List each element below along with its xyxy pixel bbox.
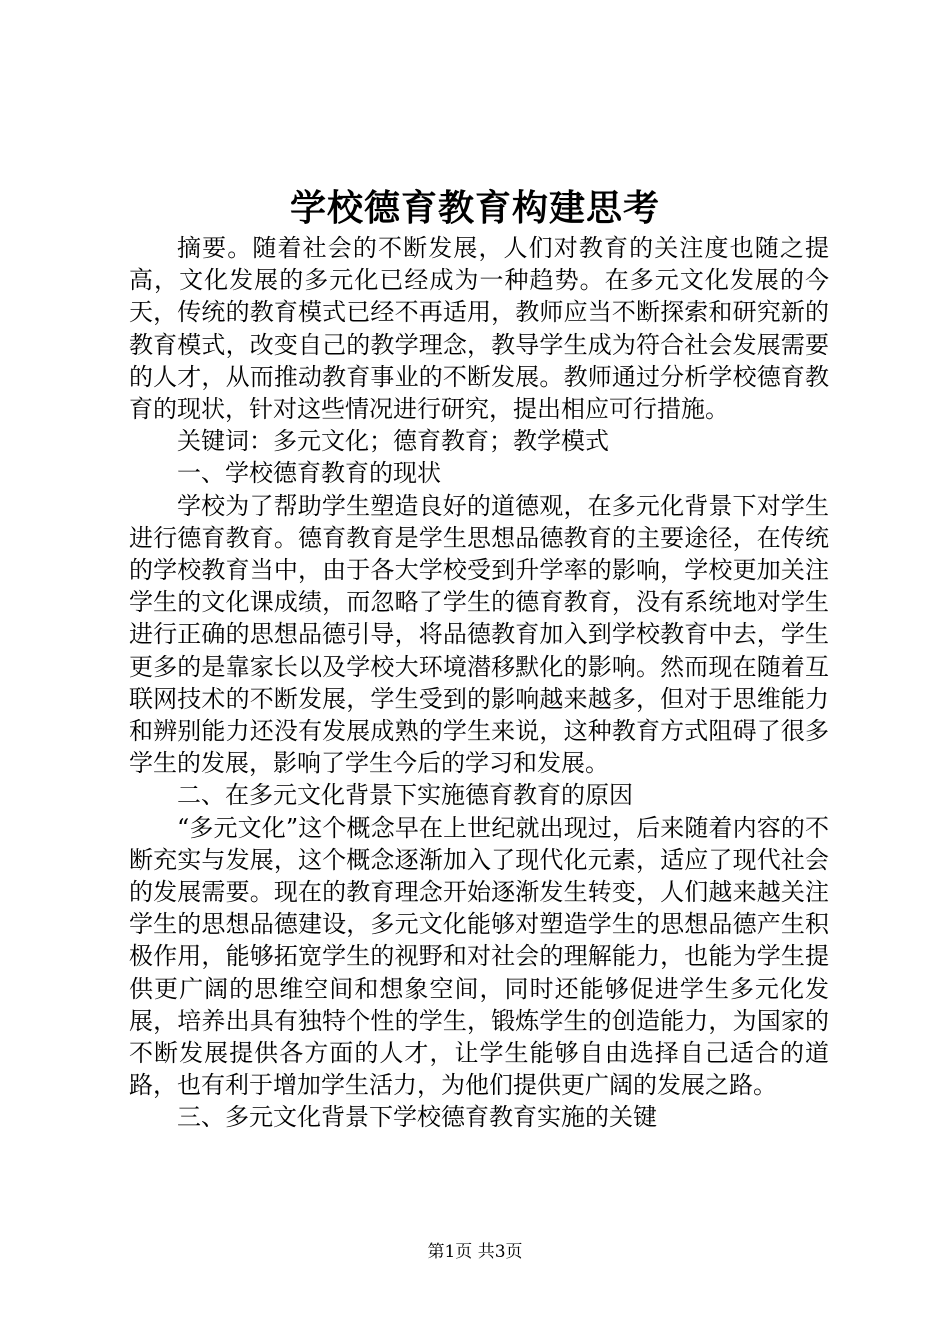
section-heading-1: 一、学校德育教育的现状	[177, 459, 441, 488]
page-footer: 第1页 共3页	[427, 1242, 523, 1262]
abstract-paragraph: 摘要。随着社会的不断发展，人们对教育的关注度也随之提高，文化发展的多元化已经成为一种趋势。在多元文化发展的今天，传统的教育模式已经不再适用，教师应当不断探索和研究新的教育模式，改变自己的教学理念，教导学生成为符合社会发展需要的人才，从而推动教育事业的不断发展。教师通过分析学校德育教育的现状，针对这些情况进行研究，提出相应可行措施。	[129, 234, 829, 424]
section-heading-3: 三、多元文化背景下学校德育教育实施的关键	[177, 1103, 657, 1132]
section-paragraph-1: 学校为了帮助学生塑造良好的道德观，在多元化背景下对学生进行德育教育。德育教育是学生思想品德教育的主要途径，在传统的学校教育当中，由于各大学校受到升学率的影响，学校更加关注学生的文化课成绩，而忽略了学生的德育教育，没有系统地对学生进行正确的思想品德引导，将品德教育加入到学校教育中去，学生更多的是靠家长以及学校大环境潜移默化的影响。然而现在随着互联网技术的不断发展，学生受到的影响越来越多，但对于思维能力和辨别能力还没有发展成熟的学生来说，这种教育方式阻碍了很多学生的发展，影响了学生今后的学习和发展。	[129, 491, 829, 778]
document-body	[129, 232, 829, 1134]
section-paragraph-2: “多元文化”这个概念早在上世纪就出现过，后来随着内容的不断充实与发展，这个概念逐渐加入了现代化元素，适应了现代社会的发展需要。现在的教育理念开始逐渐发生转变，人们越来越关注学生的思想品德建设，多元文化能够对塑造学生的思想品德产生积极作用，能够拓宽学生的视野和对社会的理解能力，也能为学生提供更广阔的思维空间和想象空间，同时还能够促进学生多元化发展，培养出具有独特个性的学生，锻炼学生的创造能力，为国家的不断发展提供各方面的人才，让学生能够自由选择自己适合的道路，也有利于增加学生活力，为他们提供更广阔的发展之路。	[129, 813, 829, 1100]
section-heading-2: 二、在多元文化背景下实施德育教育的原因	[177, 781, 633, 810]
document-title: 学校德育教育构建思考	[289, 187, 660, 229]
keywords-line: 关键词：多元文化；德育教育；教学模式	[177, 427, 609, 456]
